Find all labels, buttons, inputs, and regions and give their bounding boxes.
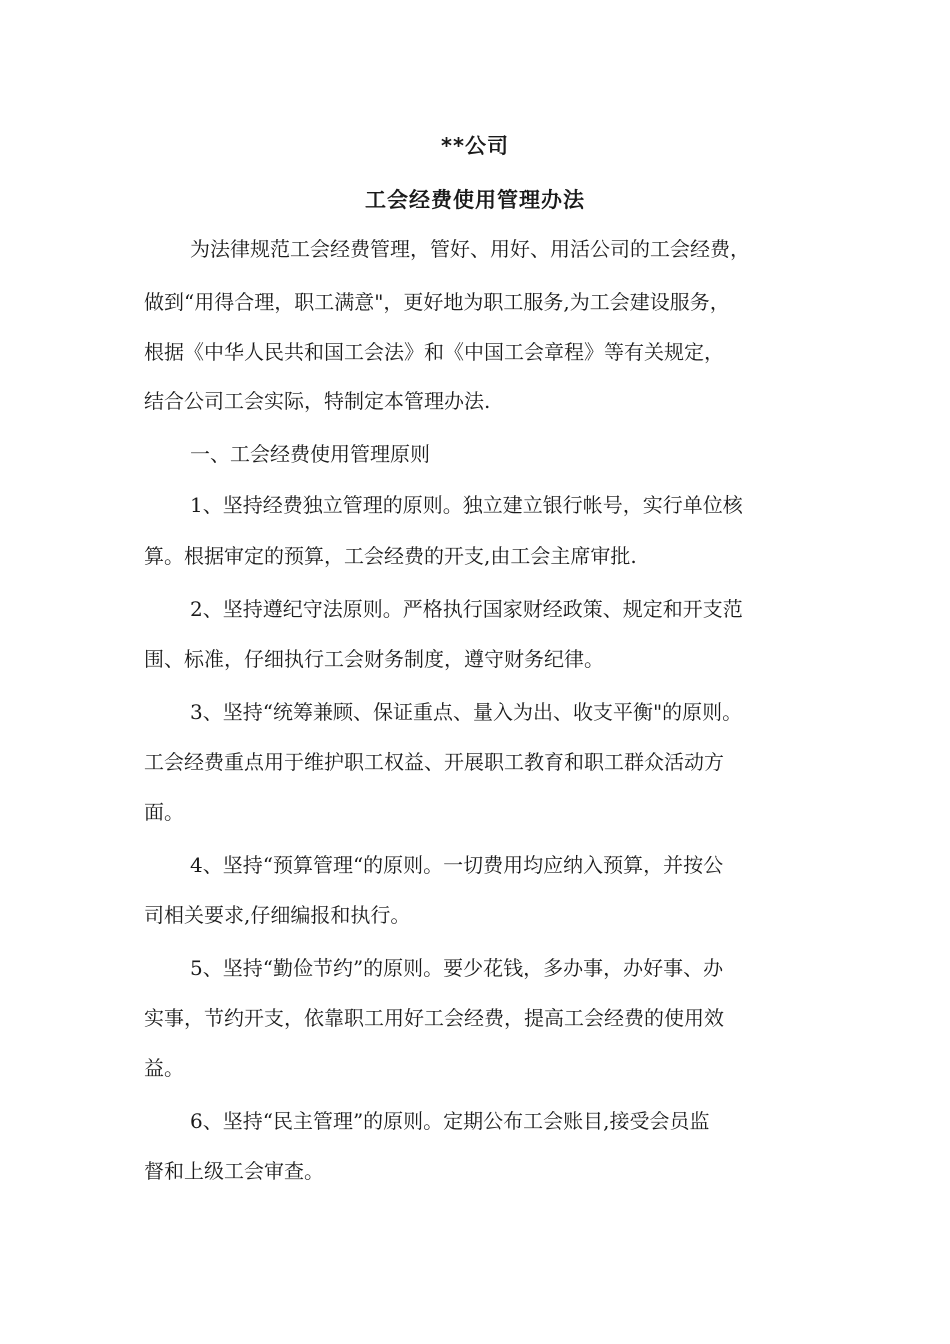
document-title: 工会经费使用管理办法 — [365, 188, 585, 212]
intro-line: 根据《中华人民共和国工会法》和《中国工会章程》等有关规定， — [144, 340, 724, 364]
item-line: 实事，节约开支，依靠职工用好工会经费，提高工会经费的使用效 — [144, 1006, 724, 1030]
item-line: 围、标准，仔细执行工会财务制度，遵守财务纪律。 — [144, 647, 604, 671]
section-heading: 一、工会经费使用管理原则 — [190, 442, 430, 466]
item-line: 2、坚持遵纪守法原则。严格执行国家财经政策、规定和开支范 — [190, 597, 743, 621]
intro-line: 做到“用得合理，职工满意"，更好地为职工服务,为工会建设服务， — [144, 290, 730, 314]
item-line: 算。根据审定的预算，工会经费的开支,由工会主席审批. — [144, 544, 637, 568]
item-line: 4、坚持“预算管理“的原则。一切费用均应纳入预算，并按公 — [190, 853, 724, 877]
intro-line: 结合公司工会实际，特制定本管理办法. — [144, 389, 491, 413]
item-line: 1、坚持经费独立管理的原则。独立建立银行帐号，实行单位核 — [190, 493, 743, 517]
item-line: 工会经费重点用于维护职工权益、开展职工教育和职工群众活动方 — [144, 750, 724, 774]
company-title: **公司 — [441, 134, 509, 158]
item-line: 司相关要求,仔细编报和执行。 — [144, 903, 411, 927]
item-line: 6、坚持“民主管理”的原则。定期公布工会账目,接受会员监 — [190, 1109, 710, 1133]
item-line: 5、坚持“勤俭节约”的原则。要少花钱，多办事，办好事、办 — [190, 956, 724, 980]
item-line: 3、坚持“统筹兼顾、保证重点、量入为出、收支平衡"的原则。 — [190, 700, 743, 724]
item-line: 益。 — [144, 1056, 184, 1080]
item-line: 督和上级工会审查。 — [144, 1159, 324, 1183]
intro-line: 为法律规范工会经费管理，管好、用好、用活公司的工会经费， — [190, 237, 750, 261]
item-line: 面。 — [144, 800, 184, 824]
